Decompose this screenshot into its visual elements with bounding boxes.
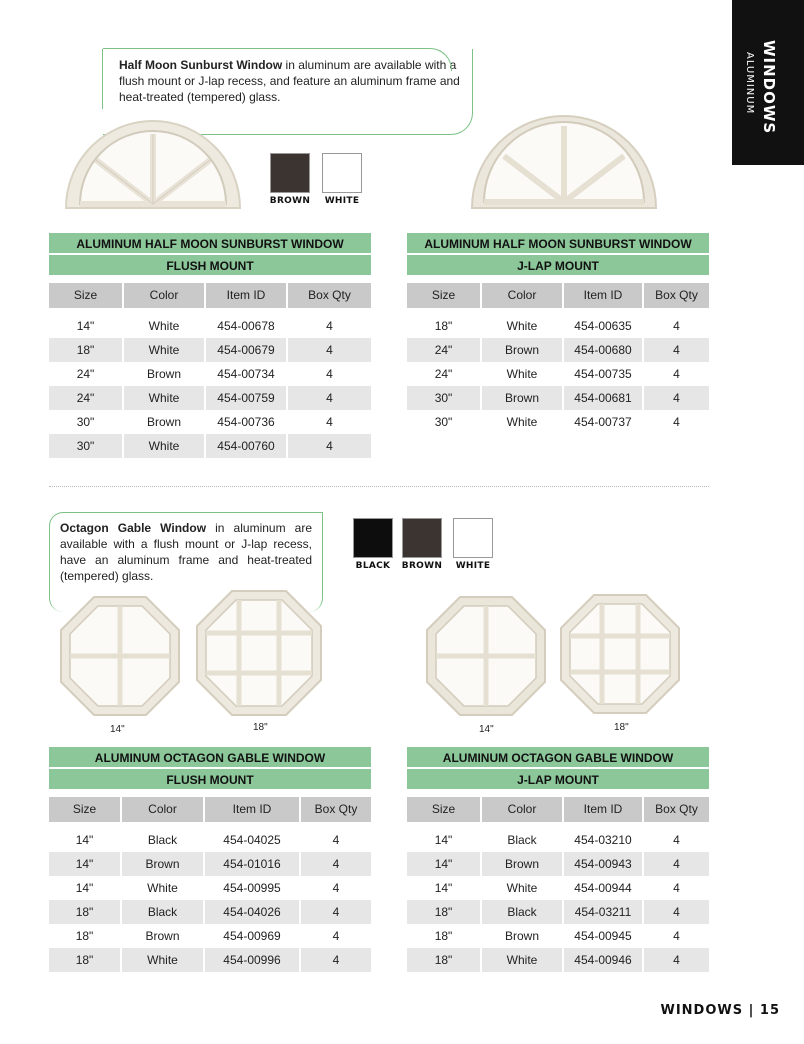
- swatch-label-brown-octagon: BROWN: [401, 561, 443, 571]
- cell-color: White: [122, 876, 205, 900]
- half-moon-description-title: Half Moon Sunburst Window: [119, 58, 283, 72]
- octagon-18-flush-photo: [194, 588, 324, 718]
- cell-item-id: 454-04026: [205, 900, 301, 924]
- table-row: [407, 924, 709, 948]
- cell-box-qty: 4: [326, 439, 333, 453]
- table-title: ALUMINUM OCTAGON GABLE WINDOW: [407, 747, 709, 769]
- cell-box-qty: 4: [673, 953, 680, 967]
- cell-item-id: 454-00735: [564, 362, 644, 386]
- cell-item-id: 454-00946: [564, 948, 644, 972]
- table-row: [49, 338, 371, 362]
- cell-item-id: 454-00759: [206, 386, 288, 410]
- cell-item-id: 454-00996: [205, 948, 301, 972]
- swatch-black: [353, 518, 393, 558]
- col-color: Color: [122, 797, 205, 822]
- table-mount: FLUSH MOUNT: [49, 255, 371, 277]
- cell-item-id: 454-00635: [564, 314, 644, 338]
- cell-color: White: [482, 410, 564, 434]
- cell-color: Brown: [124, 410, 206, 434]
- cell-color: Black: [482, 828, 564, 852]
- table-row: [49, 314, 371, 338]
- table-row: [49, 900, 371, 924]
- table-body: [407, 314, 709, 434]
- half-moon-flush-table: [49, 233, 371, 458]
- table-row: [407, 828, 709, 852]
- table-body: [407, 828, 709, 972]
- cell-item-id: 454-03211: [564, 900, 644, 924]
- cell-item-id: 454-00737: [564, 410, 644, 434]
- cell-color: White: [482, 362, 564, 386]
- cell-size: 14": [407, 876, 482, 900]
- cell-box-qty: 4: [673, 881, 680, 895]
- table-row: [407, 362, 709, 386]
- table-row: [49, 386, 371, 410]
- cell-item-id: 454-00945: [564, 924, 644, 948]
- cell-box-qty: 4: [326, 391, 333, 405]
- cell-item-id: 454-04025: [205, 828, 301, 852]
- cell-size: 14": [49, 852, 122, 876]
- cell-size: 30": [407, 410, 482, 434]
- swatch-label-brown: BROWN: [269, 196, 311, 206]
- cell-color: Brown: [482, 924, 564, 948]
- cell-size: 24": [407, 362, 482, 386]
- cell-box-qty: 4: [673, 905, 680, 919]
- table-row: [49, 828, 371, 852]
- cell-box-qty: 4: [673, 833, 680, 847]
- cell-color: White: [482, 876, 564, 900]
- swatch-label-white: WHITE: [324, 196, 360, 206]
- cell-size: 18": [407, 314, 482, 338]
- size-label-14-jlap: 14": [479, 724, 494, 735]
- table-row: [407, 900, 709, 924]
- cell-color: Brown: [482, 852, 564, 876]
- cell-color: White: [124, 314, 206, 338]
- cell-item-id: 454-00995: [205, 876, 301, 900]
- cell-size: 24": [49, 362, 124, 386]
- cell-item-id: 454-00679: [206, 338, 288, 362]
- section-tab-subtitle: ALUMINUM: [744, 52, 755, 115]
- half-moon-flush-photo: [58, 112, 248, 212]
- cell-color: White: [124, 338, 206, 362]
- cell-size: 24": [407, 338, 482, 362]
- half-moon-jlap-table: [407, 233, 709, 434]
- table-mount: J-LAP MOUNT: [407, 255, 709, 277]
- cell-box-qty: 4: [326, 367, 333, 381]
- cell-box-qty: 4: [673, 319, 680, 333]
- col-box-qty: Box Qty: [314, 802, 358, 816]
- table-header: [49, 797, 371, 822]
- cell-box-qty: 4: [673, 367, 680, 381]
- octagon-jlap-table: [407, 747, 709, 972]
- col-item-id: Item ID: [205, 797, 301, 822]
- cell-box-qty: 4: [332, 905, 340, 919]
- table-title: ALUMINUM HALF MOON SUNBURST WINDOW: [49, 233, 371, 255]
- cell-box-qty: 4: [332, 929, 340, 943]
- cell-box-qty: 4: [326, 415, 333, 429]
- table-row: [407, 386, 709, 410]
- cell-color: Brown: [122, 852, 205, 876]
- table-header: [407, 283, 709, 308]
- size-label-18-flush: 18": [253, 722, 268, 733]
- section-divider: [49, 486, 709, 487]
- octagon-14-jlap-photo: [424, 594, 548, 718]
- cell-size: 14": [407, 828, 482, 852]
- col-size: Size: [407, 797, 482, 822]
- cell-color: Brown: [482, 338, 564, 362]
- cell-size: 18": [49, 948, 122, 972]
- table-row: [49, 852, 371, 876]
- cell-size: 18": [407, 900, 482, 924]
- cell-size: 30": [49, 434, 124, 458]
- table-row: [49, 362, 371, 386]
- col-item-id: Item ID: [564, 283, 644, 308]
- cell-item-id: 454-00944: [564, 876, 644, 900]
- cell-item-id: 454-00736: [206, 410, 288, 434]
- col-size: Size: [407, 283, 482, 308]
- half-moon-jlap-photo: [466, 102, 662, 212]
- cell-box-qty: 4: [332, 833, 340, 847]
- page-footer: WINDOWS | 15: [660, 1003, 780, 1018]
- cell-size: 30": [49, 410, 124, 434]
- cell-box-qty: 4: [673, 415, 680, 429]
- half-moon-description-text: in aluminum are available with a flush mount or J-lap recess, and feature an aluminum frame and heat-treated (tempered) glass.: [119, 58, 460, 104]
- octagon-18-jlap-photo: [558, 592, 682, 716]
- table-row: [49, 876, 371, 900]
- table-row: [49, 410, 371, 434]
- col-box-qty: Box Qty: [655, 288, 698, 302]
- cell-item-id: 454-00678: [206, 314, 288, 338]
- cell-box-qty: 4: [673, 391, 680, 405]
- table-row: [407, 852, 709, 876]
- cell-item-id: 454-01016: [205, 852, 301, 876]
- cell-color: White: [482, 948, 564, 972]
- cell-color: White: [124, 386, 206, 410]
- col-size: Size: [49, 283, 124, 308]
- col-color: Color: [482, 797, 564, 822]
- cell-size: 30": [407, 386, 482, 410]
- table-row: [407, 948, 709, 972]
- cell-box-qty: 4: [673, 857, 680, 871]
- table-body: [49, 828, 371, 972]
- col-box-qty: Box Qty: [308, 288, 351, 302]
- cell-box-qty: 4: [673, 929, 680, 943]
- cell-item-id: 454-00969: [205, 924, 301, 948]
- table-title: ALUMINUM OCTAGON GABLE WINDOW: [49, 747, 371, 769]
- table-title: ALUMINUM HALF MOON SUNBURST WINDOW: [407, 233, 709, 255]
- col-item-id: Item ID: [564, 797, 644, 822]
- cell-item-id: 454-00681: [564, 386, 644, 410]
- cell-size: 14": [407, 852, 482, 876]
- cell-size: 14": [49, 828, 122, 852]
- cell-box-qty: 4: [332, 857, 340, 871]
- table-row: [49, 924, 371, 948]
- swatch-brown: [270, 153, 310, 193]
- swatch-label-black: BLACK: [355, 561, 391, 571]
- cell-box-qty: 4: [673, 343, 680, 357]
- size-label-18-jlap: 18": [614, 722, 629, 733]
- swatch-white: [322, 153, 362, 193]
- col-color: Color: [124, 283, 206, 308]
- col-color: Color: [482, 283, 564, 308]
- cell-item-id: 454-03210: [564, 828, 644, 852]
- cell-size: 18": [407, 948, 482, 972]
- cell-box-qty: 4: [326, 343, 333, 357]
- table-mount: J-LAP MOUNT: [407, 769, 709, 791]
- cell-item-id: 454-00680: [564, 338, 644, 362]
- col-size: Size: [49, 797, 122, 822]
- table-row: [407, 876, 709, 900]
- cell-box-qty: 4: [326, 319, 333, 333]
- table-mount: FLUSH MOUNT: [49, 769, 371, 791]
- cell-color: Brown: [122, 924, 205, 948]
- size-label-14-flush: 14": [110, 724, 125, 735]
- octagon-14-flush-photo: [58, 594, 182, 718]
- swatch-label-white-octagon: WHITE: [455, 561, 491, 571]
- cell-color: Black: [482, 900, 564, 924]
- table-header: [49, 283, 371, 308]
- cell-size: 14": [49, 876, 122, 900]
- cell-size: 18": [407, 924, 482, 948]
- col-item-id: Item ID: [206, 283, 288, 308]
- cell-item-id: 454-00760: [206, 434, 288, 458]
- swatch-white-octagon: [453, 518, 493, 558]
- cell-color: White: [482, 314, 564, 338]
- table-row: [407, 338, 709, 362]
- table-body: [49, 314, 371, 458]
- cell-color: Brown: [124, 362, 206, 386]
- cell-size: 14": [49, 314, 124, 338]
- table-row: [49, 948, 371, 972]
- cell-color: Brown: [482, 386, 564, 410]
- octagon-description-text: in aluminum are available with a flush mount or J-lap recess, have an aluminum frame and heat-treated (tempered) glass.: [60, 521, 312, 583]
- cell-color: White: [124, 434, 206, 458]
- cell-box-qty: 4: [332, 953, 340, 967]
- col-box-qty: Box Qty: [655, 802, 698, 816]
- cell-box-qty: 4: [332, 881, 340, 895]
- cell-item-id: 454-00734: [206, 362, 288, 386]
- cell-size: 18": [49, 924, 122, 948]
- section-tab: [732, 0, 804, 165]
- cell-color: White: [122, 948, 205, 972]
- table-row: [407, 314, 709, 338]
- table-row: [407, 410, 709, 434]
- table-header: [407, 797, 709, 822]
- cell-item-id: 454-00943: [564, 852, 644, 876]
- table-row: [49, 434, 371, 458]
- section-tab-title: WINDOWS: [760, 40, 778, 135]
- octagon-flush-table: [49, 747, 371, 972]
- octagon-description-title: Octagon Gable Window: [60, 521, 207, 535]
- cell-size: 18": [49, 900, 122, 924]
- cell-color: Black: [122, 900, 205, 924]
- cell-size: 18": [49, 338, 124, 362]
- cell-color: Black: [122, 828, 205, 852]
- swatch-brown-octagon: [402, 518, 442, 558]
- cell-size: 24": [49, 386, 124, 410]
